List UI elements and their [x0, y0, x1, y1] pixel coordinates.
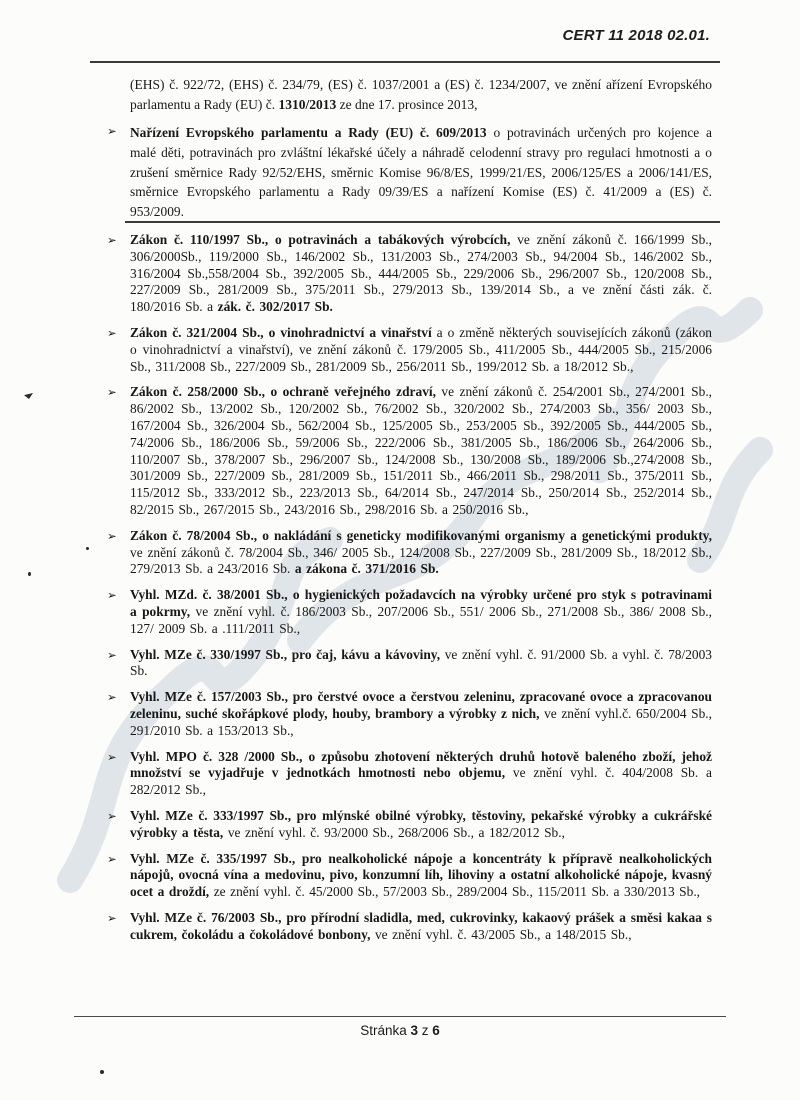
text-segment: Vyhl. MZe č. 335/1997 Sb., pro nealkoholické nápoje a koncentráty k přípravě nealkoholických nápojů, ovocná vína a medovinu, pivo, konzumní líh, lihoviny a ostatní alkoholické nápoje, kvasný ocet a droždí,: [130, 850, 712, 900]
legal-item: [107, 527, 712, 578]
legal-item: [107, 587, 712, 637]
text-segment: ve znění vyhl. č. 91/2000 Sb. a vyhl. č. 78/2003 Sb.: [130, 646, 712, 679]
legal-item: [107, 748, 712, 799]
law-list: [107, 232, 713, 952]
text-segment: Zákon č. 110/1997 Sb., o potravinách a tabákových výrobcích,: [130, 232, 511, 247]
legal-item-text: [130, 384, 712, 518]
page-current: 3: [410, 1023, 418, 1038]
section-divider: [125, 221, 720, 223]
scan-speck: [24, 393, 33, 399]
scan-speck: [86, 547, 89, 550]
scan-speck: [100, 1070, 104, 1074]
legal-item-text: [130, 647, 712, 681]
text-segment: ve znění vyhl.č. 650/2004 Sb., 291/2010 Sb. a 153/2013 Sb.,: [130, 705, 712, 738]
arrow-bullet-icon: ➢: [107, 325, 117, 340]
text-segment: ze dne 17. prosince 2013,: [336, 96, 478, 112]
arrow-bullet-icon: ➢: [107, 808, 117, 823]
text-segment: Zákon č. 321/2004 Sb., o vinohradnictví a vinařství: [130, 324, 432, 340]
text-segment: ve znění zákonů č. 166/1999 Sb., 306/2000Sb., 119/2000 Sb., 146/2002 Sb., 131/2003 Sb., 274/2003 Sb., 94/2004 Sb., 146/2002 Sb., 316/2004 Sb.,558/2004 Sb., 392/2005 Sb., 444/2005 Sb., 229/2006 Sb., 296/2007 Sb., 120/2008 Sb., 227/2009 Sb., 281/2009 Sb., 375/2011 Sb., 279/2013 Sb., 139/2014 Sb., a ve znění části zák. č. 180/2016 Sb. a: [130, 232, 712, 315]
text-segment: Zákon č. 258/2000 Sb., o ochraně veřejného zdraví,: [130, 384, 436, 400]
legal-item: [107, 232, 712, 316]
text-segment: Vyhl. MZe č. 76/2003 Sb., pro přírodní sladidla, med, cukrovinky, kakaový prášek a směsi kakaa s cukrem, čokoládu a čokoládové bonbony,: [130, 909, 712, 942]
legal-item-text: [130, 851, 712, 901]
text-segment: o potravinách určených pro kojence a malé děti, potravinách pro zvláštní lékařské účely a náhradě celodenní stravy pro regulaci hmotnosti a o zrušení směrnice Rady 92/52/EHS, směrnic Komise 96/8/ES, 1999/21/ES, 2006/125/ES a 2006/141/ES, směrnice Evropského parlamentu a Rady 09/39/ES a nařízení Komise (ES) č. 41/2009 a (ES) č. 953/2009.: [130, 125, 712, 220]
text-segment: ve znění zákonů č. 254/2001 Sb., 274/2001 Sb., 86/2002 Sb., 13/2002 Sb., 120/2002 Sb., 76/2002 Sb., 320/2002 Sb., 274/2003 Sb., 356/ 2003 Sb., 167/2004 Sb., 326/2004 Sb., 562/2004 Sb., 125/2005 Sb., 253/2005 Sb., 392/2005 Sb., 444/2005 Sb., 74/2006 Sb., 186/2006 Sb., 59/2006 Sb., 222/2006 Sb., 381/2005 Sb., 186/2006 Sb., 264/2006 Sb., 110/2007 Sb., 378/2007 Sb., 296/2007 Sb., 124/2008 Sb., 130/2008 Sb., 189/2006 Sb.,274/2008 Sb., 301/2009 Sb., 227/2009 Sb., 281/2009 Sb., 151/2011 Sb., 466/2011 Sb., 298/2011 Sb., 375/2011 Sb., 115/2012 Sb., 333/2012 Sb., 223/2013 Sb., 64/2014 Sb., 247/2014 Sb., 250/2014 Sb., 252/2014 Sb., 82/2015 Sb., 267/2015 Sb., 243/2016 Sb., 298/2016 Sb. a 250/2016 Sb.,: [130, 384, 713, 517]
legal-item-text: [130, 232, 712, 316]
text-segment: ve znění vyhl. č. 186/2003 Sb., 207/2006 Sb., 551/ 2006 Sb., 271/2008 Sb., 386/ 2008 Sb., 127/ 2009 Sb. a .111/2011 Sb.,: [130, 603, 712, 636]
text-segment: ve znění zákonů č. 78/2004 Sb., 346/ 2005 Sb., 124/2008 Sb., 227/2009 Sb., 281/2009 Sb., 18/2012 Sb., 279/2013 Sb. a 243/2016 Sb.: [130, 544, 712, 577]
header-divider: [90, 61, 720, 63]
legal-item: [107, 324, 712, 375]
legal-item-text: [130, 689, 712, 739]
legal-item: [107, 909, 712, 944]
text-segment: ve znění vyhl. č. 93/2000 Sb., 268/2006 Sb., a 182/2012 Sb.,: [223, 824, 565, 840]
page-total: 6: [432, 1023, 440, 1038]
text-segment: Vyhl. MZe č. 330/1997 Sb., pro čaj, kávu a kávoviny,: [130, 646, 441, 662]
text-segment: Vyhl. MZd. č. 38/2001 Sb., o hygienických požadavcích na výrobky určené pro styk s potravinami a pokrmy,: [130, 587, 712, 619]
arrow-bullet-icon: ➢: [107, 851, 117, 866]
footer-divider: [74, 1016, 726, 1017]
text-segment: a o změně některých souvisejících zákonů (zákon o vinohradnictví a vinařství), ve znění zákonů č. 179/2005 Sb., 411/2005 Sb., 444/2005 Sb., 215/2006 Sb., 311/2008 Sb., 227/2009 Sb., 281/2009 Sb., 256/2011 Sb., 199/2012 Sb. a 18/2012 Sb.,: [130, 324, 712, 374]
legal-item-text: [130, 910, 712, 944]
text-segment: a zákona č. 371/2016 Sb.: [294, 561, 439, 577]
arrow-bullet-icon: ➢: [107, 749, 117, 764]
arrow-bullet-icon: ➢: [107, 588, 117, 603]
legal-item-text: [130, 123, 712, 222]
legal-item-text: [130, 528, 712, 578]
arrow-bullet-icon: ➢: [107, 385, 117, 400]
arrow-bullet-icon: ➢: [107, 647, 117, 662]
scan-speck: [28, 572, 31, 576]
text-segment: Vyhl. MPO č. 328 /2000 Sb., o způsobu zhotovení některých druhů hotově baleného zboží, jehož množství se vyjadřuje v jednotkách hmotnosti nebo objemu,: [130, 748, 712, 781]
text-segment: ze znění vyhl. č. 45/2000 Sb., 57/2003 Sb., 289/2004 Sb., 115/2011 Sb. a 330/2013 Sb.,: [209, 884, 701, 900]
top-text-block: [107, 75, 712, 222]
arrow-bullet-icon: ➢: [107, 528, 117, 543]
legal-item: [107, 646, 712, 681]
legal-item-text: [130, 749, 712, 799]
legal-item-text: [130, 808, 712, 842]
text-segment: 1310/2013: [278, 96, 337, 112]
text-segment: ve znění vyhl. č. 43/2005 Sb., a 148/2015 Sb.,: [370, 926, 632, 942]
text-segment: Vyhl. MZe č. 157/2003 Sb., pro čerstvé ovoce a čerstvou zeleninu, zpracované ovoce a zpracovanou zeleninu, suché skořápkové plody, houby, brambory a výrobky z nich,: [130, 689, 712, 721]
page-number: [0, 1023, 800, 1038]
arrow-bullet-icon: ➢: [107, 690, 117, 705]
text-segment: Nařízení Evropského parlamentu a Rady (EU) č. 609/2013: [130, 125, 487, 140]
text-segment: ve znění vyhl. č. 404/2008 Sb. a 282/2012 Sb.,: [130, 765, 712, 798]
continuation-paragraph: [130, 75, 712, 114]
arrow-bullet-icon: ➢: [107, 124, 117, 138]
legal-item: [107, 384, 713, 518]
legal-item: [107, 807, 712, 842]
legal-item-text: [130, 587, 712, 637]
text-segment: zák. č. 302/2017 Sb.: [217, 299, 333, 315]
arrow-bullet-icon: ➢: [107, 233, 117, 247]
legal-item: [107, 689, 712, 739]
legal-item-text: [130, 325, 712, 375]
text-segment: Zákon č. 78/2004 Sb., o nakládání s geneticky modifikovanými organismy a genetickými produkty,: [130, 527, 712, 543]
legal-item: [107, 850, 712, 901]
top-regulation-list: [107, 123, 712, 222]
legal-item: [107, 123, 712, 222]
arrow-bullet-icon: ➢: [107, 910, 117, 925]
document-reference: CERT 11 2018 02.01.: [562, 27, 710, 44]
page-separator: z: [421, 1023, 429, 1038]
page-word: Stránka: [360, 1023, 407, 1038]
text-segment: Vyhl. MZe č. 333/1997 Sb., pro mlýnské obilné výrobky, těstoviny, pekařské výrobky a cukrářské výrobky a těsta,: [130, 807, 712, 840]
text-segment: (EHS) č. 922/72, (EHS) č. 234/79, (ES) č. 1037/2001 a (ES) č. 1234/2007, ve znění ařízení Evropského parlamentu a Rady (EU) č.: [130, 77, 712, 112]
